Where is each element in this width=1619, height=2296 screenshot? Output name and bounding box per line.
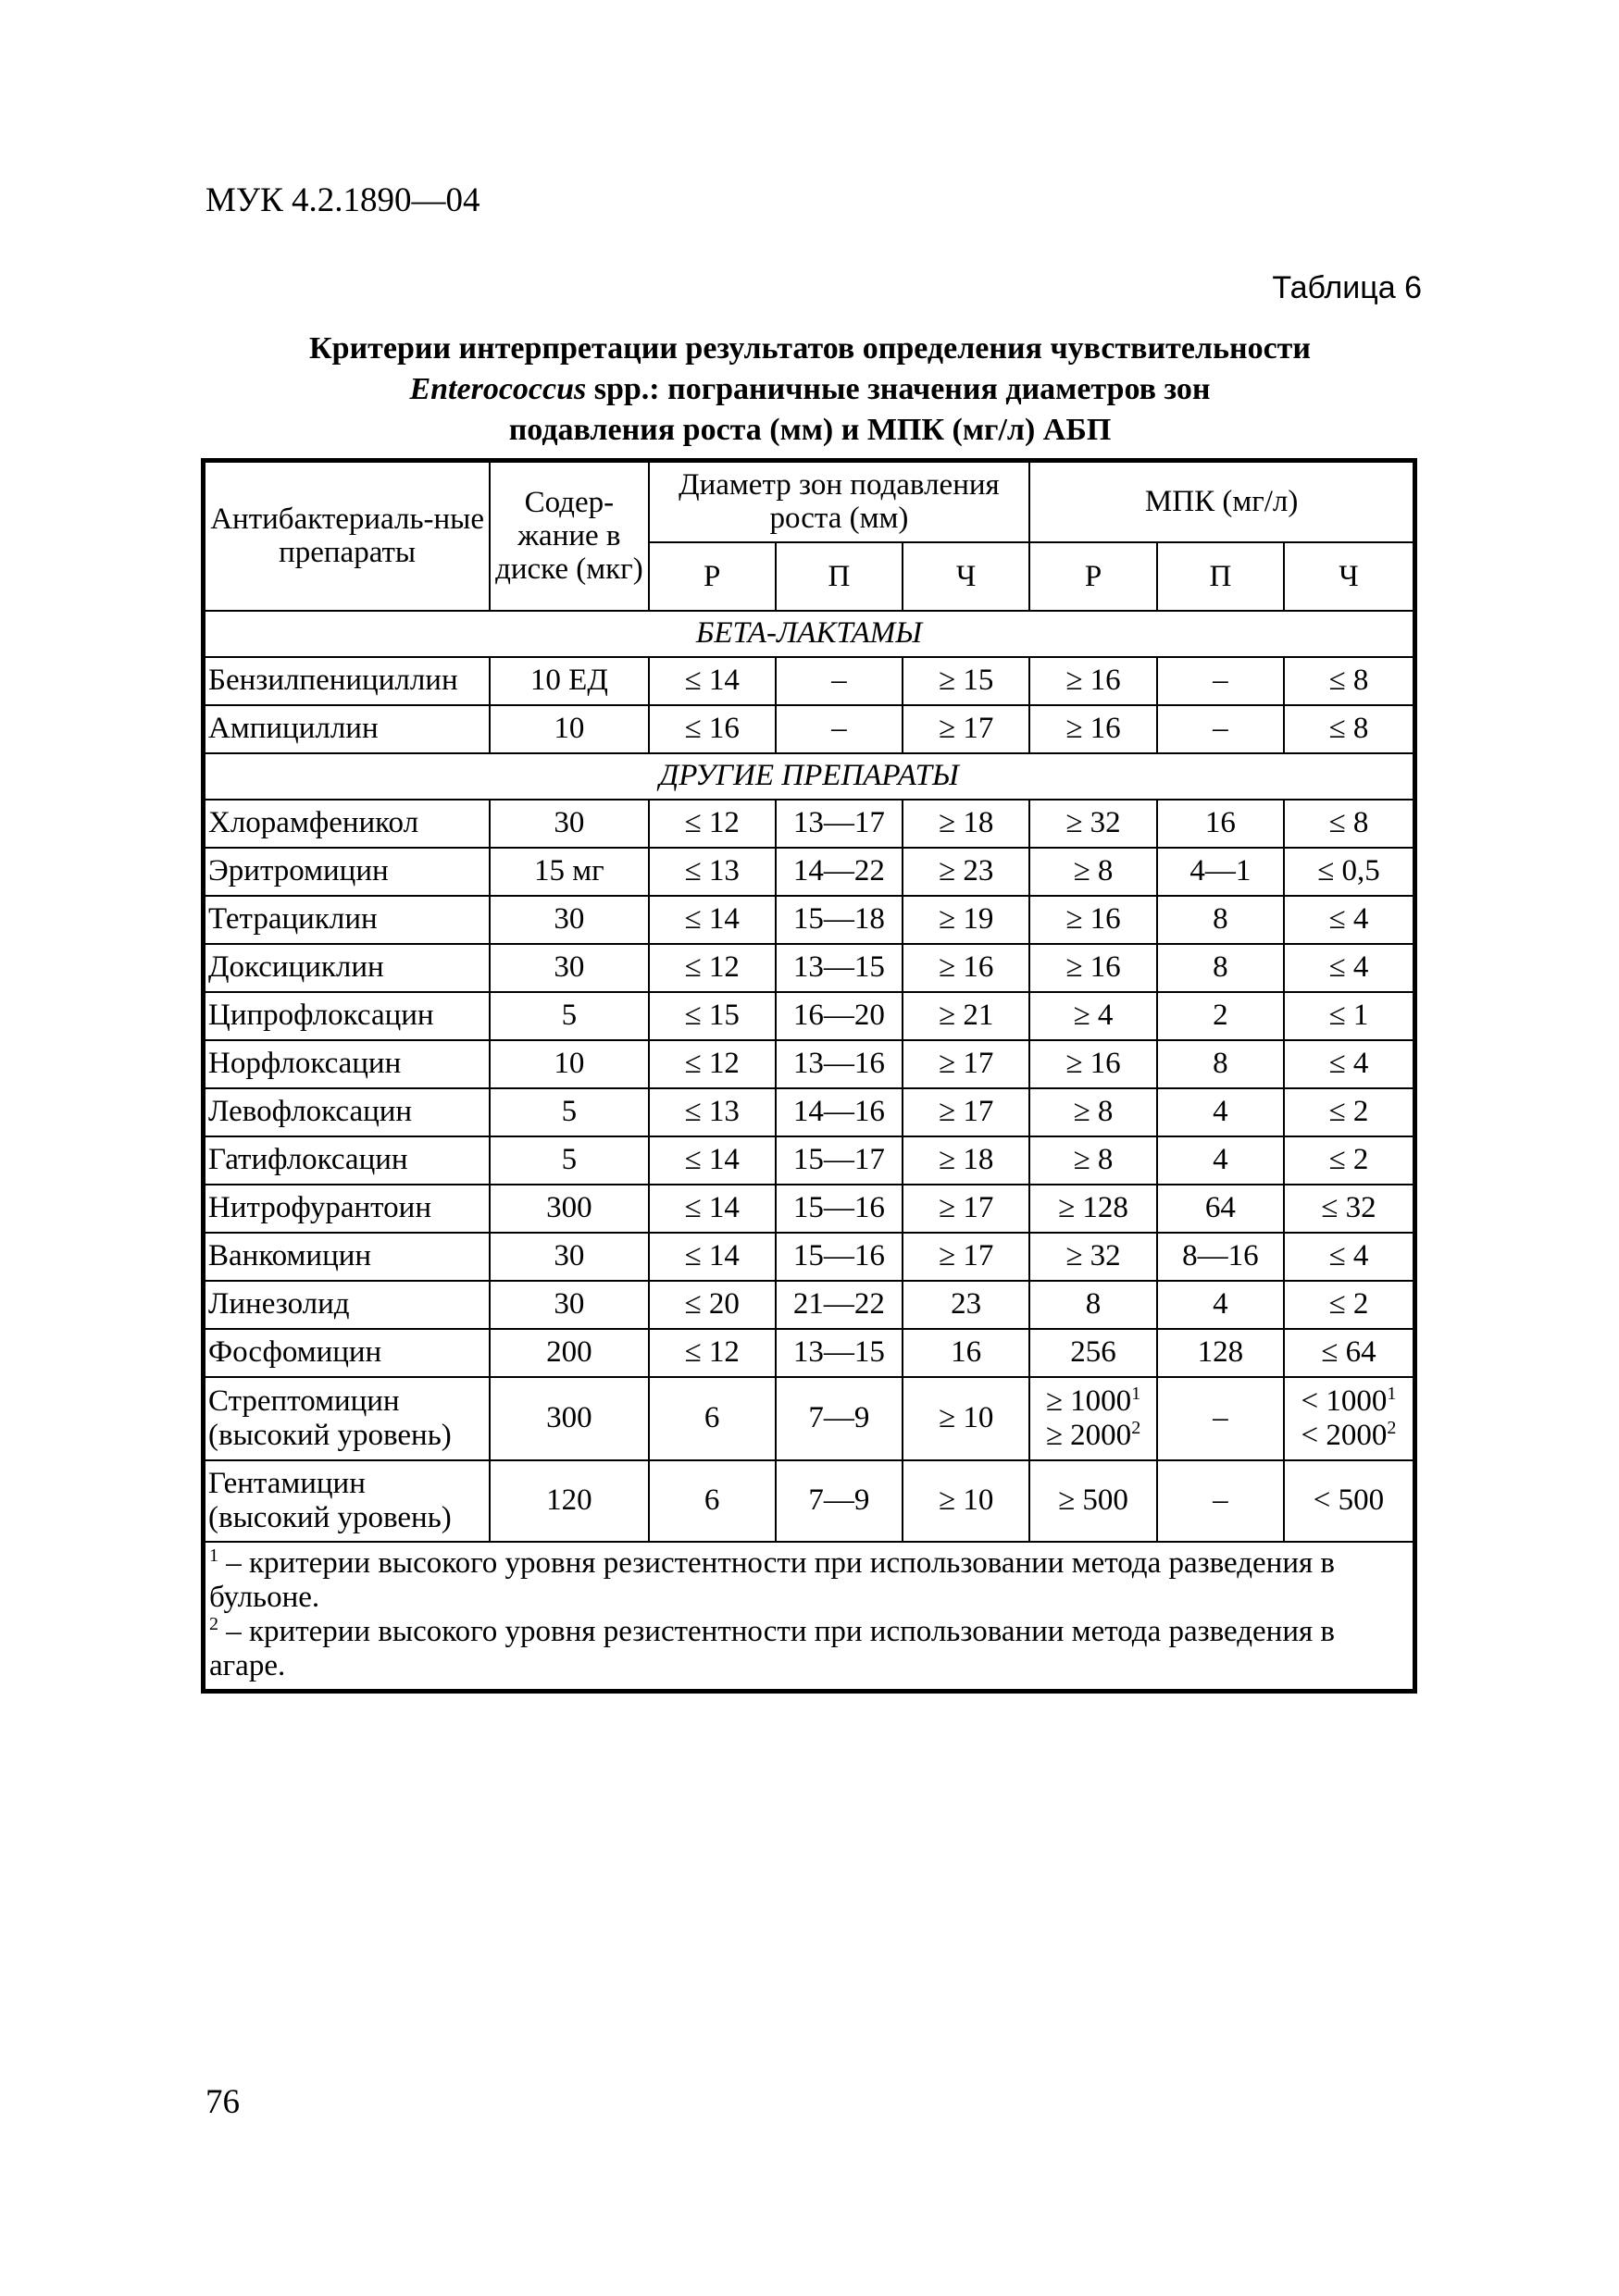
drug-name: Эритромицин — [204, 848, 491, 896]
mic-ch: ≤ 4 — [1284, 1233, 1415, 1281]
title-genus: Enterococcus — [409, 372, 587, 406]
table-row — [204, 800, 1415, 848]
mic-p: 4 — [1157, 1136, 1284, 1185]
disk-content: 120 — [490, 1460, 648, 1542]
mic-r: 8 — [1029, 1281, 1156, 1329]
title-line-2 — [199, 369, 1421, 410]
zone-r: ≤ 13 — [649, 848, 776, 896]
table-row — [204, 1088, 1415, 1136]
mic-ch: ≤ 2 — [1284, 1136, 1415, 1185]
mic-ch: ≤ 4 — [1284, 944, 1415, 992]
zone-p: 14—22 — [776, 848, 903, 896]
mic-p: 4 — [1157, 1281, 1284, 1329]
disk-content: 10 ЕД — [490, 657, 648, 705]
zone-r: ≤ 14 — [649, 896, 776, 944]
zone-ch: ≥ 17 — [903, 1185, 1029, 1233]
header-mic: МПК (мг/л) — [1029, 461, 1414, 542]
zone-p: 7—9 — [776, 1460, 903, 1542]
mic-r: ≥ 128 — [1029, 1185, 1156, 1233]
zone-r: ≤ 12 — [649, 800, 776, 848]
section-other-drugs: ДРУГИЕ ПРЕПАРАТЫ — [204, 753, 1415, 800]
mic-p: – — [1157, 1377, 1284, 1460]
mic-r: ≥ 16 — [1029, 657, 1156, 705]
zone-p: 15—18 — [776, 896, 903, 944]
mic-p: 8—16 — [1157, 1233, 1284, 1281]
zone-ch: ≥ 21 — [903, 992, 1029, 1040]
zone-r: ≤ 12 — [649, 1329, 776, 1377]
mic-ch: ≤ 4 — [1284, 1040, 1415, 1088]
drug-name: Доксициклин — [204, 944, 491, 992]
mic-r: ≥ 16 — [1029, 705, 1156, 753]
zone-ch: ≥ 15 — [903, 657, 1029, 705]
zone-p: 13—15 — [776, 1329, 903, 1377]
zone-p: – — [776, 657, 903, 705]
table-row — [204, 657, 1415, 705]
drug-name: Стрептомицин (высокий уровень) — [204, 1377, 491, 1460]
drug-name: Ципрофлоксацин — [204, 992, 491, 1040]
disk-content: 15 мг — [490, 848, 648, 896]
mic-p: – — [1157, 705, 1284, 753]
table-footnotes — [204, 1542, 1415, 1692]
drug-name: Хлорамфеникол — [204, 800, 491, 848]
table-row — [204, 848, 1415, 896]
zone-p: – — [776, 705, 903, 753]
table-row — [204, 705, 1415, 753]
table-row — [204, 1040, 1415, 1088]
disk-content: 5 — [490, 992, 648, 1040]
disk-content: 5 — [490, 1088, 648, 1136]
mic-ch: ≤ 2 — [1284, 1088, 1415, 1136]
zone-r: ≤ 14 — [649, 1185, 776, 1233]
header-mic-ch: Ч — [1284, 542, 1415, 611]
mic-p: 8 — [1157, 944, 1284, 992]
mic-p: 16 — [1157, 800, 1284, 848]
mic-ch: ≤ 0,5 — [1284, 848, 1415, 896]
drug-name: Тетрациклин — [204, 896, 491, 944]
table-row — [204, 1185, 1415, 1233]
drug-name: Линезолид — [204, 1281, 491, 1329]
disk-content: 200 — [490, 1329, 648, 1377]
drug-name: Гатифлоксацин — [204, 1136, 491, 1185]
header-content: Содер-жание в диске (мкг) — [490, 461, 648, 611]
other-drugs-rows — [204, 800, 1415, 1377]
header-zone-ch: Ч — [903, 542, 1029, 611]
title-line-2-rest: spp.: пограничные значения диаметров зон — [586, 372, 1211, 406]
mic-r: ≥ 16 — [1029, 944, 1156, 992]
disk-content: 30 — [490, 944, 648, 992]
zone-p: 15—16 — [776, 1233, 903, 1281]
mic-p: 4 — [1157, 1088, 1284, 1136]
mic-ch: ≤ 8 — [1284, 800, 1415, 848]
zone-ch: ≥ 17 — [903, 1233, 1029, 1281]
zone-r: ≤ 14 — [649, 1136, 776, 1185]
table-row — [204, 944, 1415, 992]
zone-ch: ≥ 18 — [903, 800, 1029, 848]
mic-ch: < $1000^1$ < $2000^2$ — [1284, 1377, 1415, 1460]
zone-r: ≤ 12 — [649, 1040, 776, 1088]
table-row — [204, 1281, 1415, 1329]
footnote-1: $^1$ – критерии высокого уровня резистентности при использовании метода разведения в бульоне. — [209, 1545, 1336, 1614]
mic-p: 8 — [1157, 1040, 1284, 1088]
mic-r: ≥ 8 — [1029, 1136, 1156, 1185]
zone-ch: ≥ 17 — [903, 705, 1029, 753]
title-line-1: Критерии интерпретации результатов определения чувствительности — [309, 331, 1311, 366]
zone-p: 21—22 — [776, 1281, 903, 1329]
mic-p: 8 — [1157, 896, 1284, 944]
zone-ch: ≥ 16 — [903, 944, 1029, 992]
criteria-table — [201, 458, 1417, 1694]
table-row — [204, 1136, 1415, 1185]
header-zone-r: Р — [649, 542, 776, 611]
mic-p: – — [1157, 657, 1284, 705]
zone-r: ≤ 13 — [649, 1088, 776, 1136]
zone-p: 15—17 — [776, 1136, 903, 1185]
zone-p: 13—15 — [776, 944, 903, 992]
zone-r: ≤ 16 — [649, 705, 776, 753]
zone-p: 7—9 — [776, 1377, 903, 1460]
mic-ch: ≤ 1 — [1284, 992, 1415, 1040]
zone-ch: ≥ 17 — [903, 1088, 1029, 1136]
zone-p: 13—16 — [776, 1040, 903, 1088]
section-beta-lactams: БЕТА-ЛАКТАМЫ — [204, 611, 1415, 657]
header-drugs: Антибактериаль-ные препараты — [204, 461, 491, 611]
drug-name: Левофлоксацин — [204, 1088, 491, 1136]
zone-r: ≤ 12 — [649, 944, 776, 992]
zone-ch: 16 — [903, 1329, 1029, 1377]
zone-ch: 23 — [903, 1281, 1029, 1329]
mic-r: ≥ 32 — [1029, 1233, 1156, 1281]
mic-p: 128 — [1157, 1329, 1284, 1377]
table-row — [204, 992, 1415, 1040]
mic-ch: ≤ 4 — [1284, 896, 1415, 944]
table-row — [204, 1329, 1415, 1377]
header-mic-p: П — [1157, 542, 1284, 611]
title-line-3: подавления роста (мм) и МПК (мг/л) АБП — [508, 413, 1112, 447]
zone-ch: ≥ 17 — [903, 1040, 1029, 1088]
footnote-2: $^2$ – критерии высокого уровня резистентности при использовании метода разведения в агаре. — [209, 1613, 1336, 1682]
mic-r: ≥ 16 — [1029, 1040, 1156, 1088]
beta-lactams-rows — [204, 657, 1415, 753]
zone-ch: ≥ 19 — [903, 896, 1029, 944]
mic-r: 256 — [1029, 1329, 1156, 1377]
disk-content: 30 — [490, 1281, 648, 1329]
table-title — [199, 329, 1421, 451]
table-row — [204, 896, 1415, 944]
page-number: 76 — [205, 2083, 240, 2121]
zone-p: 14—16 — [776, 1088, 903, 1136]
drug-name: Фосфомицин — [204, 1329, 491, 1377]
mic-r: ≥ 32 — [1029, 800, 1156, 848]
header-mic-r: Р — [1029, 542, 1156, 611]
disk-content: 10 — [490, 1040, 648, 1088]
zone-r: ≤ 15 — [649, 992, 776, 1040]
zone-p: 15—16 — [776, 1185, 903, 1233]
zone-p: 16—20 — [776, 992, 903, 1040]
disk-content: 10 — [490, 705, 648, 753]
disk-content: 30 — [490, 800, 648, 848]
table-row — [204, 1460, 1415, 1542]
zone-r: 6 — [649, 1460, 776, 1542]
header-zone-p: П — [776, 542, 903, 611]
mic-r: ≥ 4 — [1029, 992, 1156, 1040]
zone-r: 6 — [649, 1377, 776, 1460]
disk-content: 300 — [490, 1377, 648, 1460]
mic-ch: ≤ 64 — [1284, 1329, 1415, 1377]
zone-r: ≤ 14 — [649, 1233, 776, 1281]
mic-ch: ≤ 8 — [1284, 705, 1415, 753]
disk-content: 5 — [490, 1136, 648, 1185]
zone-r: ≤ 20 — [649, 1281, 776, 1329]
mic-ch: ≤ 8 — [1284, 657, 1415, 705]
zone-ch: ≥ 10 — [903, 1460, 1029, 1542]
disk-content: 300 — [490, 1185, 648, 1233]
table-number: Таблица 6 — [1272, 270, 1422, 305]
zone-ch: ≥ 23 — [903, 848, 1029, 896]
mic-ch: < 500 — [1284, 1460, 1415, 1542]
disk-content: 30 — [490, 896, 648, 944]
zone-p: 13—17 — [776, 800, 903, 848]
mic-p: 64 — [1157, 1185, 1284, 1233]
mic-p: 2 — [1157, 992, 1284, 1040]
drug-name: Норфлоксацин — [204, 1040, 491, 1088]
mic-r: ≥ 8 — [1029, 848, 1156, 896]
zone-ch: ≥ 10 — [903, 1377, 1029, 1460]
table-row — [204, 1377, 1415, 1460]
mic-ch: ≤ 32 — [1284, 1185, 1415, 1233]
zone-ch: ≥ 18 — [903, 1136, 1029, 1185]
zone-r: ≤ 14 — [649, 657, 776, 705]
mic-p: – — [1157, 1460, 1284, 1542]
mic-ch: ≤ 2 — [1284, 1281, 1415, 1329]
mic-r: ≥ 16 — [1029, 896, 1156, 944]
document-code: МУК 4.2.1890—04 — [205, 181, 480, 219]
mic-r: ≥ 500 — [1029, 1460, 1156, 1542]
drug-name: Бензилпенициллин — [204, 657, 491, 705]
mic-p: 4—1 — [1157, 848, 1284, 896]
table-row — [204, 1233, 1415, 1281]
drug-name: Нитрофурантоин — [204, 1185, 491, 1233]
mic-r: ≥ $1000^1$ ≥ $2000^2$ — [1029, 1377, 1156, 1460]
mic-r: ≥ 8 — [1029, 1088, 1156, 1136]
drug-name: Ванкомицин — [204, 1233, 491, 1281]
disk-content: 30 — [490, 1233, 648, 1281]
drug-name: Ампициллин — [204, 705, 491, 753]
header-zone-diameter: Диаметр зон подавления роста (мм) — [649, 461, 1030, 542]
drug-name: Гентамицин (высокий уровень) — [204, 1460, 491, 1542]
